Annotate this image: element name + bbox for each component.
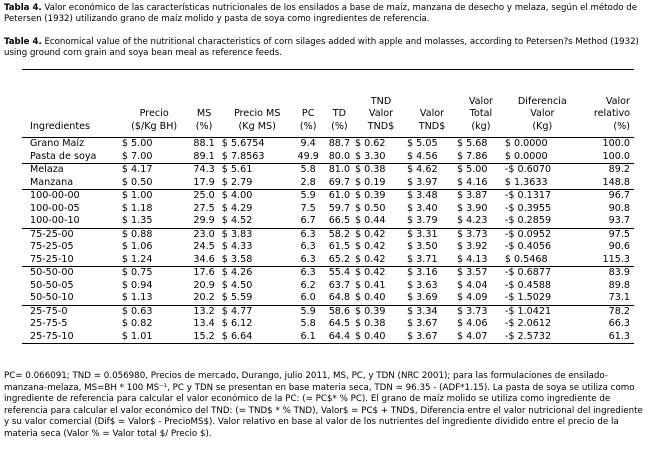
value-cell: $ 0.62	[355, 138, 386, 149]
value-cell: $ 4.07	[457, 331, 505, 344]
value-cell: 6.2	[300, 279, 316, 291]
value-cell: -$ 1.0421	[505, 305, 580, 318]
value-cell: 6.0	[300, 292, 316, 303]
value-cell: 88.1	[193, 138, 215, 149]
value-cell: 13.4	[193, 318, 215, 329]
value-cell: 55.4	[324, 267, 355, 280]
value-cell: $ 1.24	[121, 253, 153, 265]
value-cell: $ 0.42	[355, 241, 386, 252]
value-cell: 29.9	[193, 215, 215, 226]
value-cell: 17.9	[193, 176, 215, 188]
value-cell: $ 1.3633	[504, 176, 548, 188]
value-cell: 96.7	[580, 190, 634, 203]
value-cell: 80.0	[328, 150, 351, 162]
column-header	[457, 70, 505, 138]
value-cell: $ 5.00	[457, 164, 505, 177]
table-row	[22, 151, 634, 164]
value-cell: 6.3	[300, 241, 316, 252]
table-row	[22, 177, 634, 190]
value-cell: 6.3	[300, 253, 316, 265]
value-cell: 23.0	[186, 228, 221, 241]
value-cell: 5.8	[293, 164, 324, 177]
value-cell: 66.5	[328, 215, 351, 226]
value-cell: -$ 0.4056	[504, 241, 552, 252]
column-header-line: MS	[196, 108, 212, 120]
value-cell: 17.6	[186, 267, 221, 280]
value-cell: $ 5.00	[121, 138, 153, 149]
value-cell: $ 4.33	[221, 241, 253, 252]
ingredient-cell: 50-50-05	[30, 279, 74, 291]
column-header-line: TND	[370, 95, 392, 107]
value-cell: 25.0	[186, 190, 221, 203]
value-cell: $ 3.71	[407, 253, 438, 265]
value-cell: 6.3	[293, 228, 324, 241]
value-cell: $ 3.92	[456, 241, 488, 252]
value-cell: -$ 2.0612	[504, 318, 552, 329]
value-cell: 34.6	[193, 253, 215, 265]
value-cell: $ 0.5468	[504, 253, 548, 265]
value-cell: $ 4.52	[221, 215, 253, 226]
value-cell: -$ 0.2859	[504, 215, 552, 226]
value-cell: $ 0.82	[121, 318, 153, 329]
value-cell: 15.2	[186, 331, 221, 344]
value-cell: $ 7.8563	[221, 150, 265, 162]
value-cell: $ 4.56	[407, 150, 438, 162]
column-header-line: TND$	[418, 121, 446, 133]
value-cell: $ 0.0000	[504, 150, 548, 162]
column-header-line: (Kg)	[532, 121, 553, 133]
value-cell: $ 3.97	[407, 176, 438, 188]
value-cell: $ 4.62	[407, 164, 457, 177]
column-header-line: Precio	[139, 108, 169, 120]
column-header-line: Precio MS	[233, 108, 281, 120]
value-cell: 20.9	[193, 279, 215, 291]
value-cell: $ 3.69	[407, 292, 438, 303]
value-cell: $ 5.59	[221, 292, 253, 303]
value-cell: 63.7	[328, 279, 351, 291]
table-row	[22, 203, 634, 216]
ingredient-cell: Manzana	[30, 176, 74, 188]
value-cell: 148.8	[602, 176, 630, 188]
value-cell: $ 5.6754	[221, 138, 265, 149]
value-cell: 81.0	[324, 164, 355, 177]
column-header	[407, 70, 457, 138]
value-cell: $ 4.13	[456, 253, 488, 265]
value-cell: $ 4.04	[456, 279, 488, 291]
column-header	[505, 70, 580, 138]
value-cell: 65.2	[328, 253, 351, 265]
ingredient-cell: 50-50-00	[22, 267, 122, 280]
column-header-line: (%)	[613, 121, 630, 133]
value-cell: -$ 0.4588	[504, 279, 552, 291]
table-row	[22, 228, 634, 241]
value-cell: $ 0.38	[355, 318, 386, 329]
value-cell: 93.7	[608, 215, 630, 226]
value-cell: $ 3.48	[407, 190, 457, 203]
value-cell: $ 1.00	[122, 190, 187, 203]
value-cell: $ 3.63	[407, 279, 438, 291]
value-cell: $ 0.50	[121, 176, 153, 188]
value-cell: 5.9	[293, 190, 324, 203]
value-cell: $ 0.94	[121, 279, 153, 291]
column-header	[186, 70, 221, 138]
column-header-line: (Kg MS)	[238, 121, 276, 133]
ingredient-cell: 75-25-05	[30, 241, 74, 252]
value-cell: 20.2	[193, 292, 215, 303]
value-cell: 6.3	[293, 267, 324, 280]
value-cell: 61.0	[324, 190, 355, 203]
value-cell: 66.3	[608, 318, 630, 329]
value-cell: 88.7	[328, 138, 351, 149]
value-cell: -$ 0.0952	[505, 228, 580, 241]
value-cell: $ 4.06	[456, 318, 488, 329]
value-cell: $ 4.50	[221, 279, 253, 291]
value-cell: $ 3.67	[407, 318, 438, 329]
value-cell: 83.9	[580, 267, 634, 280]
value-cell: 69.7	[328, 176, 351, 188]
table-caption-spanish	[4, 3, 646, 25]
value-cell: 64.8	[328, 292, 351, 303]
column-header	[324, 70, 355, 138]
value-cell: 89.1	[193, 150, 215, 162]
column-header-line: Ingredientes	[30, 121, 91, 133]
value-cell: $ 5.68	[456, 138, 488, 149]
value-cell: $ 0.40	[355, 292, 386, 303]
value-cell: $ 5.05	[407, 138, 438, 149]
table-row	[22, 138, 634, 151]
value-cell: $ 4.77	[222, 305, 293, 318]
value-cell: $ 3.67	[407, 331, 457, 344]
value-cell: $ 3.57	[457, 267, 505, 280]
value-cell: -$ 1.5029	[504, 292, 552, 303]
value-cell: $ 4.17	[122, 164, 187, 177]
column-header-line: TD	[332, 108, 347, 120]
column-header-line: (%)	[299, 121, 317, 133]
column-header-line: (kg)	[471, 121, 491, 133]
ingredient-cell: 100-00-05	[30, 202, 80, 214]
column-header-line: Valor	[468, 95, 494, 107]
value-cell: $ 2.79	[221, 176, 253, 188]
value-cell: -$ 0.6877	[505, 267, 580, 280]
value-cell: $ 0.39	[355, 305, 407, 318]
table-row	[22, 331, 634, 344]
ingredient-cell: 25-75-10	[22, 331, 122, 344]
value-cell: $ 6.12	[221, 318, 253, 329]
column-header	[222, 70, 293, 138]
value-cell: $ 1.06	[121, 241, 153, 252]
value-cell: 58.2	[324, 228, 355, 241]
value-cell: -$ 0.1317	[505, 190, 580, 203]
value-cell: $ 0.75	[122, 267, 187, 280]
column-header	[22, 70, 122, 138]
table-row	[22, 254, 634, 267]
value-cell: $ 4.23	[456, 215, 488, 226]
column-header-line: Diferencia	[517, 95, 567, 107]
value-cell: $ 1.01	[122, 331, 187, 344]
column-header	[580, 70, 634, 138]
value-cell: $ 3.40	[407, 202, 438, 214]
value-cell: $ 0.50	[355, 202, 386, 214]
column-header-line: Valor	[605, 95, 630, 107]
table-row	[22, 318, 634, 331]
table-row	[22, 305, 634, 318]
value-cell: 27.5	[193, 202, 215, 214]
value-cell: $ 3.73	[457, 228, 505, 241]
value-cell: 64.4	[324, 331, 355, 344]
value-cell: $ 1.35	[121, 215, 153, 226]
value-cell: $ 4.26	[222, 267, 293, 280]
value-cell: $ 3.16	[407, 267, 457, 280]
table-caption-english	[4, 37, 646, 59]
value-cell: $ 0.19	[355, 176, 386, 188]
value-cell: $ 0.39	[355, 190, 407, 203]
table-header-row	[22, 70, 634, 138]
column-header-line: Total	[469, 108, 493, 120]
value-cell: 97.5	[580, 228, 634, 241]
value-cell: 5.9	[293, 305, 324, 318]
table-row	[22, 164, 634, 177]
caption-text: Valor económico de las características nutricionales de los ensilados a base de maíz, manzana de desecho y melaza, según el método de Petersen (1932) utilizando grano de maíz molido y pasta de soya como ingredientes de referencia.	[4, 3, 638, 24]
value-cell: 58.6	[324, 305, 355, 318]
value-cell: 73.1	[608, 292, 630, 303]
table-row	[22, 190, 634, 203]
value-cell: $ 4.00	[222, 190, 293, 203]
value-cell: $ 0.42	[355, 228, 407, 241]
value-cell: $ 0.38	[355, 164, 407, 177]
value-cell: 90.8	[608, 202, 630, 214]
value-cell: $ 6.64	[222, 331, 293, 344]
column-header	[293, 70, 324, 138]
value-cell: 100.0	[602, 150, 630, 162]
value-cell: $ 3.30	[355, 150, 386, 162]
ingredient-cell: 75-25-00	[22, 228, 122, 241]
column-header-line: (%)	[195, 121, 213, 133]
value-cell: $ 0.44	[355, 215, 386, 226]
table-footnote: PC= 0.066091; TND = 0.056980, Precios de mercado, Durango, julio 2011, MS, PC, y TDN (NRC 2001); para las formulaciones de ensilado-manzana-melaza, MS=BH * 100 MS⁻¹, PC y TDN se presentan en base materia seca, TDN = 96.35 - (ADF*1.15). La pasta de soya se utiliza como ingrediente de referencia para calcular el valor económico de la PC: (= PC$* % PC). El grano de maíz molido se utiliza como ingrediente de referencia para calcular el valor económico del TND: (= TND$ * % TND), Valor$ = PC$ + TND$, Diferencia entre el valor nutricional del ingrediente y su valor comercial (Dif$ = Valor$ - PrecioMS$). Valor relativo en base al valor de los nutrientes del ingrediente dividido entre el precio de la materia seca (Valor % = Valor total $/ Precio $).	[4, 371, 643, 439]
value-cell: $ 7.86	[456, 150, 488, 162]
value-cell: $ 0.42	[355, 267, 407, 280]
value-cell: $ 3.34	[407, 305, 457, 318]
value-cell: 7.5	[300, 202, 316, 214]
value-cell: $ 0.41	[355, 279, 386, 291]
value-cell: $ 4.29	[221, 202, 253, 214]
column-header-line: TND$	[367, 121, 395, 133]
value-cell: $ 0.40	[355, 331, 407, 344]
value-cell: 49.9	[297, 150, 319, 162]
value-cell: 74.3	[186, 164, 221, 177]
column-header-line: relativo	[593, 108, 630, 120]
column-header-line: PC	[301, 108, 315, 120]
value-cell: 115.3	[602, 253, 630, 265]
value-cell: 61.5	[328, 241, 351, 252]
economic-value-table	[22, 69, 634, 344]
value-cell: 9.4	[300, 138, 316, 149]
value-cell: $ 4.16	[456, 176, 488, 188]
column-header-line: Valor	[368, 108, 394, 120]
ingredient-cell: 75-25-10	[30, 253, 74, 265]
value-cell: $ 3.79	[407, 215, 438, 226]
value-cell: $ 3.58	[221, 253, 253, 265]
ingredient-cell: 100-00-00	[22, 190, 122, 203]
value-cell: 90.6	[608, 241, 630, 252]
value-cell: 6.7	[300, 215, 316, 226]
value-cell: 13.2	[186, 305, 221, 318]
caption-label: Table 4.	[4, 37, 42, 47]
table-row	[22, 292, 634, 305]
value-cell: -$ 0.6070	[505, 164, 580, 177]
value-cell: 2.8	[300, 176, 316, 188]
value-cell: $ 0.0000	[504, 138, 548, 149]
value-cell: $ 1.13	[121, 292, 153, 303]
value-cell: 6.1	[293, 331, 324, 344]
value-cell: $ 0.88	[122, 228, 187, 241]
value-cell: 59.7	[328, 202, 351, 214]
column-header-line: Valor	[530, 108, 555, 120]
value-cell: 89.8	[608, 279, 630, 291]
table-row	[22, 267, 634, 280]
value-cell: $ 3.90	[456, 202, 488, 214]
ingredient-cell: Grano Maíz	[30, 138, 85, 149]
ingredient-cell: Pasta de soya	[30, 150, 97, 162]
value-cell: 5.8	[300, 318, 316, 329]
column-header	[122, 70, 187, 138]
value-cell: $ 3.50	[407, 241, 438, 252]
value-cell: $ 5.61	[222, 164, 293, 177]
caption-text: Economical value of the nutritional characteristics of corn silages added with apple and molasses, according to Petersen?s Method (1932) using ground corn grain and soya bean meal as reference feeds.	[4, 37, 639, 58]
value-cell: 24.5	[193, 241, 215, 252]
value-cell: $ 1.18	[121, 202, 153, 214]
value-cell: $ 4.09	[456, 292, 488, 303]
column-header-line: Valor	[419, 108, 445, 120]
value-cell: $ 3.83	[222, 228, 293, 241]
table-row	[22, 215, 634, 228]
ingredient-cell: 100-00-10	[30, 215, 80, 226]
table-body	[22, 138, 634, 344]
value-cell: -$ 0.3955	[504, 202, 552, 214]
column-header-line: ($/Kg BH)	[131, 121, 178, 133]
caption-label: Tabla 4.	[4, 3, 42, 13]
value-cell: 64.5	[328, 318, 351, 329]
value-cell: $ 0.63	[122, 305, 187, 318]
value-cell: $ 3.87	[457, 190, 505, 203]
ingredient-cell: 25-75-0	[22, 305, 122, 318]
value-cell: 89.2	[580, 164, 634, 177]
ingredient-cell: 25-75-5	[30, 318, 68, 329]
column-header	[355, 70, 407, 138]
value-cell: -$ 2.5732	[505, 331, 580, 344]
table-row	[22, 241, 634, 254]
ingredient-cell: Melaza	[22, 164, 122, 177]
value-cell: 100.0	[602, 138, 630, 149]
value-cell: $ 3.73	[457, 305, 505, 318]
value-cell: $ 0.42	[355, 253, 386, 265]
value-cell: 61.3	[580, 331, 634, 344]
value-cell: $ 3.31	[407, 228, 457, 241]
value-cell: $ 7.00	[121, 150, 153, 162]
value-cell: 78.2	[580, 305, 634, 318]
column-header-line: (%)	[331, 121, 348, 133]
ingredient-cell: 50-50-10	[30, 292, 74, 303]
table-row	[22, 280, 634, 293]
